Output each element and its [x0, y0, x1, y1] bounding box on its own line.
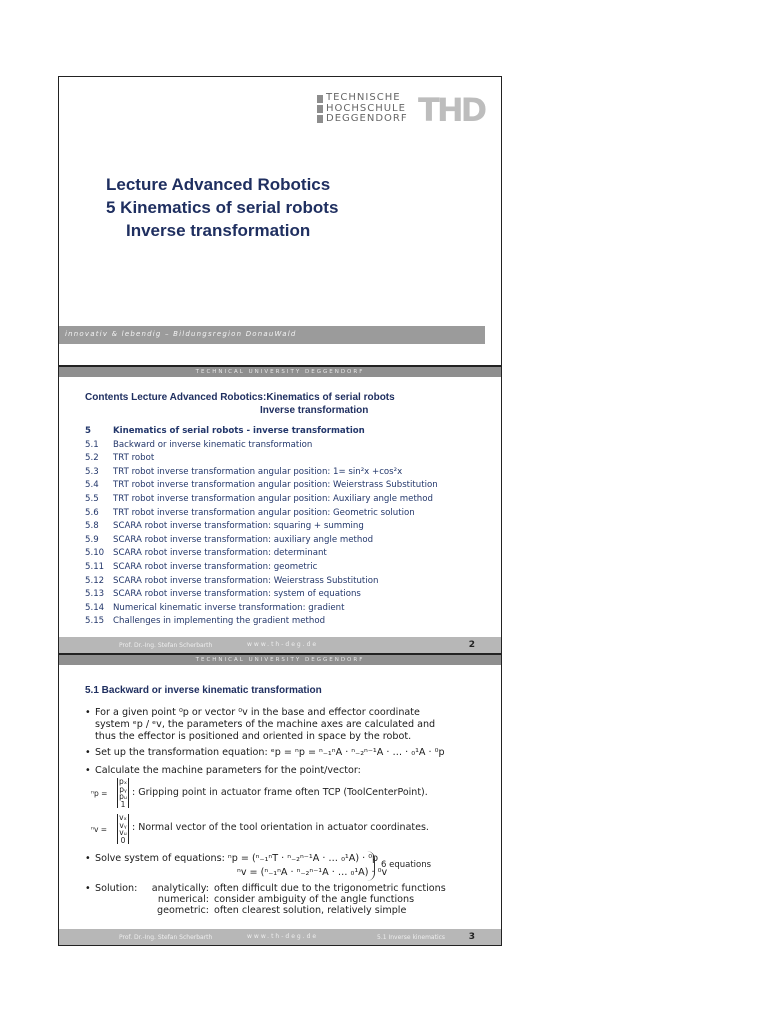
footer-website: www.th-deg.de: [247, 641, 319, 648]
toc-number: 5.1: [85, 439, 99, 450]
bullet-text: Solve system of equations: ⁿp = (ⁿ₋₁ⁿT · ⁿ₋₂ⁿ⁻¹A · … ₀¹A) · ⁰p: [95, 853, 379, 864]
vector-component: pₓ: [118, 777, 128, 786]
toc-item[interactable]: [85, 615, 438, 629]
toc-text: SCARA robot inverse transformation: determinant: [113, 548, 327, 559]
solution-description: often clearest solution, relatively simple: [214, 905, 407, 916]
title-slide: [58, 76, 502, 366]
table-of-contents: [85, 425, 438, 629]
toc-item[interactable]: [85, 439, 438, 453]
toc-item[interactable]: [85, 493, 438, 507]
vector-component: pᵧ: [119, 784, 127, 794]
toc-item[interactable]: [85, 547, 438, 561]
toc-number: 5: [85, 426, 91, 436]
solution-label: Solution:: [95, 883, 138, 894]
toc-number: 5.10: [85, 548, 105, 559]
bullet-text: system ᵉp / ᵉv, the parameters of the machine axes are calculated and: [95, 719, 436, 730]
section-heading: 5.1 Backward or inverse kinematic transformation: [85, 685, 322, 696]
footer-author: Prof. Dr.-Ing. Stefan Scherbarth: [119, 934, 213, 941]
toc-text: SCARA robot inverse transformation: auxiliary angle method: [113, 534, 374, 545]
university-band: TECHNICAL UNIVERSITY DEGGENDORF: [59, 367, 501, 377]
v-vector-label: ⁿv =: [91, 825, 108, 834]
toc-text: Challenges in implementing the gradient method: [113, 616, 326, 627]
vector-component: 1: [120, 799, 126, 809]
toc-item[interactable]: [85, 425, 438, 439]
contents-slide: [58, 366, 502, 654]
toc-item[interactable]: [85, 534, 438, 548]
toc-text: Numerical kinematic inverse transformation: gradient: [113, 602, 345, 613]
bullet-icon: •: [85, 883, 91, 894]
p-vector-description: : Gripping point in actuator frame often TCP (ToolCenterPoint).: [132, 787, 428, 798]
v-vector-description: : Normal vector of the tool orientation in actuator coordinates.: [132, 822, 429, 833]
toc-text: SCARA robot inverse transformation: Weierstrass Substitution: [113, 575, 379, 586]
logo-mark: THD: [418, 91, 485, 129]
thd-logo: [317, 93, 487, 127]
lecture-title: [106, 173, 338, 242]
page-number: 3: [468, 932, 475, 942]
bullet-text: Calculate the machine parameters for the point/vector:: [95, 765, 361, 776]
toc-text: SCARA robot inverse transformation: squaring + summing: [113, 521, 364, 532]
toc-number: 5.6: [85, 507, 99, 518]
motto-bar: innovativ & lebendig – Bildungsregion DonauWald: [59, 326, 485, 344]
p-vector: [117, 778, 129, 808]
footer-website: www.th-deg.de: [247, 933, 319, 940]
logo-line: HOCHSCHULE: [326, 102, 406, 114]
toc-item[interactable]: [85, 507, 438, 521]
bullet-transformation-equation: [85, 747, 445, 759]
toc-item[interactable]: [85, 575, 438, 589]
logo-bars-icon: [317, 95, 323, 123]
contents-heading-line: Contents Lecture Advanced Robotics:Kinematics of serial robots: [85, 392, 395, 403]
toc-item[interactable]: [85, 588, 438, 602]
vector-component: vᵤ: [119, 828, 127, 837]
toc-text: TRT robot inverse transformation angular position: 1= sin²x +cos²x: [113, 466, 403, 477]
logo-line: TECHNISCHE: [326, 92, 401, 103]
toc-number: 5.4: [85, 480, 99, 491]
toc-item[interactable]: [85, 452, 438, 466]
toc-number: 5.3: [85, 466, 99, 477]
inverse-transformation-slide: [58, 654, 502, 946]
toc-number: 5.15: [85, 616, 105, 627]
six-equations-label: 6 equations: [381, 860, 432, 870]
brace-icon: [367, 851, 375, 881]
toc-item[interactable]: [85, 602, 438, 616]
solution-description: consider ambiguity of the angle functions: [214, 894, 415, 905]
toc-number: 5.11: [85, 561, 105, 572]
toc-number: 5.8: [85, 521, 99, 532]
footer-section: 5.1 Inverse kinematics: [377, 934, 446, 941]
bullet-icon: •: [85, 747, 91, 758]
solution-method: geometric:: [157, 905, 209, 916]
vector-component: 0: [120, 835, 126, 845]
toc-number: 5.12: [85, 575, 105, 586]
bullet-system-of-equations: [85, 853, 387, 879]
toc-number: 5.9: [85, 534, 99, 545]
bullet-icon: •: [85, 707, 91, 718]
page-number: 2: [468, 640, 475, 650]
solution-method: numerical:: [157, 894, 209, 905]
slide-footer: [59, 637, 501, 653]
slide-footer: [59, 929, 501, 945]
vector-component: vₓ: [119, 813, 127, 822]
toc-text: Kinematics of serial robots - inverse transformation: [113, 426, 365, 436]
toc-text: TRT robot inverse transformation angular position: Geometric solution: [113, 507, 415, 518]
bullet-solution: [85, 883, 137, 895]
bullet-text: ⁿv = (ⁿ₋₁ⁿA · ⁿ₋₂ⁿ⁻¹A · … ₀¹A) · ⁰v: [237, 867, 388, 878]
toc-item[interactable]: [85, 466, 438, 480]
toc-text: Backward or inverse kinematic transformation: [113, 439, 313, 450]
toc-number: 5.14: [85, 602, 105, 613]
logo-text: [326, 93, 408, 125]
toc-item[interactable]: [85, 479, 438, 493]
university-band: TECHNICAL UNIVERSITY DEGGENDORF: [59, 655, 501, 665]
toc-text: TRT robot inverse transformation angular position: Auxiliary angle method: [113, 493, 433, 504]
bullet-icon: •: [85, 853, 91, 864]
v-vector: [117, 814, 129, 844]
vector-component: vᵧ: [119, 820, 127, 830]
toc-number: 5.2: [85, 453, 99, 464]
bullet-text: thus the effector is positioned and oriented in space by the robot.: [95, 731, 412, 742]
bullet-given-point: [85, 707, 435, 743]
title-line: Inverse transformation: [126, 221, 311, 240]
title-line: 5 Kinematics of serial robots: [106, 198, 339, 217]
toc-item[interactable]: [85, 520, 438, 534]
title-line: Lecture Advanced Robotics: [106, 175, 331, 194]
p-vector-label: ⁿp =: [91, 789, 108, 798]
toc-number: 5.5: [85, 493, 99, 504]
toc-text: SCARA robot inverse transformation: geometric: [113, 561, 318, 572]
contents-heading: [85, 391, 395, 417]
toc-number: 5.13: [85, 589, 105, 600]
bullet-text: Set up the transformation equation: ᵉp = ⁿp = ⁿ₋₁ⁿA · ⁿ₋₂ⁿ⁻¹A · … · ₀¹A · ⁰p: [95, 747, 445, 758]
bullet-text: For a given point ⁰p or vector ⁰v in the base and effector coordinate: [95, 707, 420, 718]
solution-description: often difficult due to the trigonometric functions: [214, 883, 446, 894]
bullet-icon: •: [85, 765, 91, 776]
footer-author: Prof. Dr.-Ing. Stefan Scherbarth: [119, 642, 213, 649]
toc-item[interactable]: [85, 561, 438, 575]
bullet-machine-parameters: [85, 765, 361, 777]
vector-component: pᵤ: [119, 792, 127, 801]
logo-line: DEGGENDORF: [326, 113, 408, 124]
toc-text: SCARA robot inverse transformation: system of equations: [113, 589, 361, 600]
solution-method: analytically:: [151, 883, 209, 894]
toc-text: TRT robot: [113, 453, 155, 464]
toc-text: TRT robot inverse transformation angular position: Weierstrass Substitution: [113, 480, 438, 491]
contents-heading-line: Inverse transformation: [260, 405, 369, 416]
